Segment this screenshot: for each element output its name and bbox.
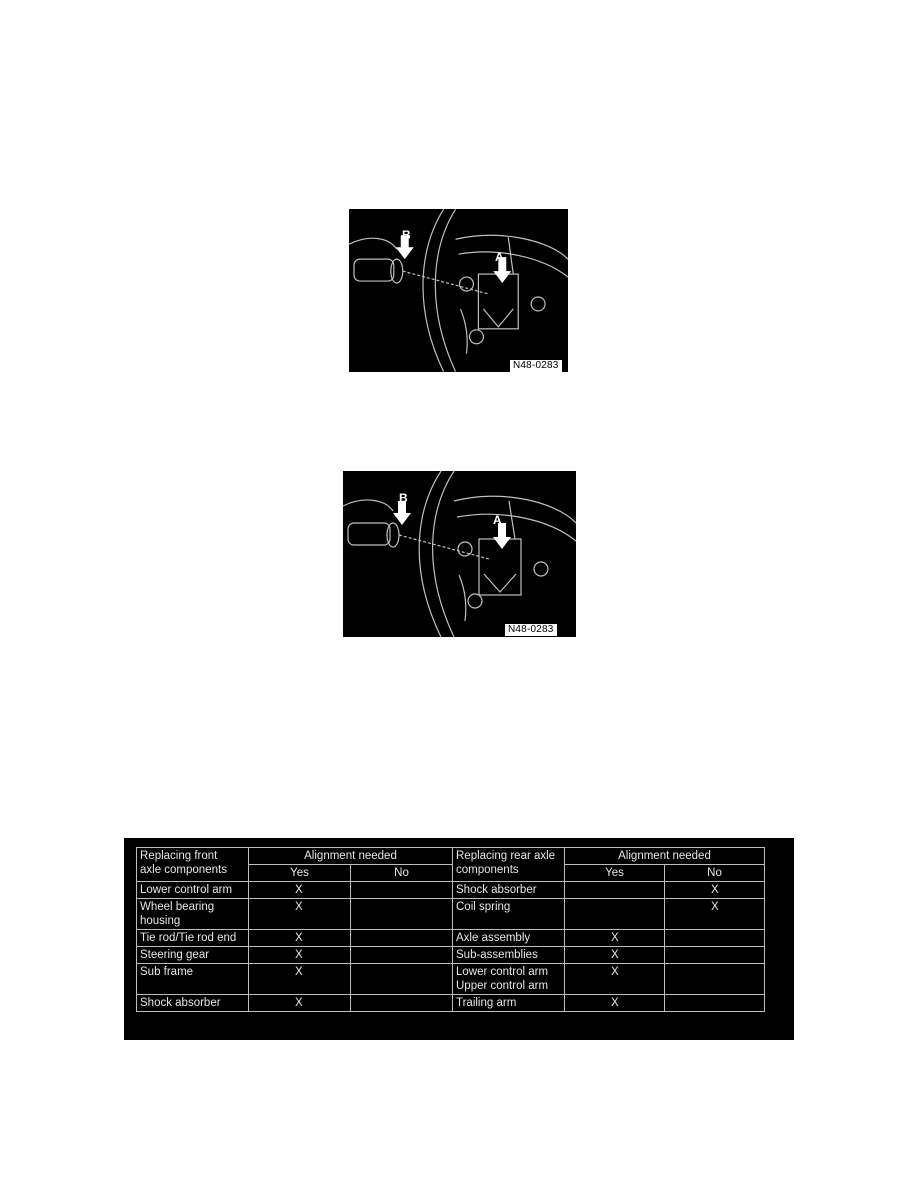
rear-yes-cell bbox=[565, 899, 665, 930]
front-component: Sub frame bbox=[137, 964, 249, 995]
figure-code: N48-0283 bbox=[504, 623, 558, 637]
front-component: Steering gear bbox=[137, 947, 249, 964]
rear-no-cell bbox=[665, 964, 765, 995]
front-alignment-header: Alignment needed bbox=[249, 848, 453, 865]
front-yes-cell: X bbox=[249, 930, 351, 947]
rear-components-header: Replacing rear axle components bbox=[453, 848, 565, 882]
callout-a: A bbox=[493, 513, 502, 527]
rear-yes-cell: X bbox=[565, 947, 665, 964]
rear-component: Trailing arm bbox=[453, 995, 565, 1012]
steering-wheel-figure-1 bbox=[349, 209, 568, 372]
front-yes-cell: X bbox=[249, 899, 351, 930]
rear-no-cell: X bbox=[665, 899, 765, 930]
rear-no-cell bbox=[665, 947, 765, 964]
front-component: Lower control arm bbox=[137, 882, 249, 899]
front-yes-cell: X bbox=[249, 964, 351, 995]
callout-a: A bbox=[495, 250, 504, 264]
front-no-cell bbox=[351, 899, 453, 930]
steering-wheel-figure-2 bbox=[343, 471, 576, 637]
front-no-cell bbox=[351, 882, 453, 899]
front-yes-cell: X bbox=[249, 995, 351, 1012]
table-row bbox=[137, 995, 765, 1012]
table-row bbox=[137, 899, 765, 930]
front-yes-cell: X bbox=[249, 947, 351, 964]
steering-wheel-illustration bbox=[343, 471, 576, 637]
callout-b: B bbox=[399, 491, 408, 505]
rear-yes-cell: X bbox=[565, 930, 665, 947]
rear-yes-cell: X bbox=[565, 995, 665, 1012]
front-yes-header: Yes bbox=[249, 865, 351, 882]
rear-alignment-header: Alignment needed bbox=[565, 848, 765, 865]
front-yes-cell: X bbox=[249, 882, 351, 899]
rear-component: Shock absorber bbox=[453, 882, 565, 899]
rear-yes-cell bbox=[565, 882, 665, 899]
alignment-table-panel bbox=[124, 838, 794, 1040]
rear-no-header: No bbox=[665, 865, 765, 882]
front-no-header: No bbox=[351, 865, 453, 882]
rear-yes-header: Yes bbox=[565, 865, 665, 882]
rear-no-cell: X bbox=[665, 882, 765, 899]
table-header-row bbox=[137, 848, 765, 865]
table-row bbox=[137, 964, 765, 995]
rear-component: Axle assembly bbox=[453, 930, 565, 947]
figure-code: N48-0283 bbox=[509, 359, 563, 372]
rear-component: Coil spring bbox=[453, 899, 565, 930]
front-no-cell bbox=[351, 930, 453, 947]
rear-no-cell bbox=[665, 930, 765, 947]
front-no-cell bbox=[351, 995, 453, 1012]
front-no-cell bbox=[351, 947, 453, 964]
steering-wheel-illustration bbox=[349, 209, 568, 372]
callout-b: B bbox=[402, 228, 411, 242]
table-row bbox=[137, 930, 765, 947]
table-row bbox=[137, 882, 765, 899]
alignment-table bbox=[136, 847, 765, 1012]
rear-no-cell bbox=[665, 995, 765, 1012]
table-row bbox=[137, 947, 765, 964]
front-component: Wheel bearing housing bbox=[137, 899, 249, 930]
front-no-cell bbox=[351, 964, 453, 995]
front-component: Tie rod/Tie rod end bbox=[137, 930, 249, 947]
rear-yes-cell: X bbox=[565, 964, 665, 995]
rear-component: Sub-assemblies bbox=[453, 947, 565, 964]
front-components-header: Replacing front axle components bbox=[137, 848, 249, 882]
front-component: Shock absorber bbox=[137, 995, 249, 1012]
rear-component: Lower control arm Upper control arm bbox=[453, 964, 565, 995]
